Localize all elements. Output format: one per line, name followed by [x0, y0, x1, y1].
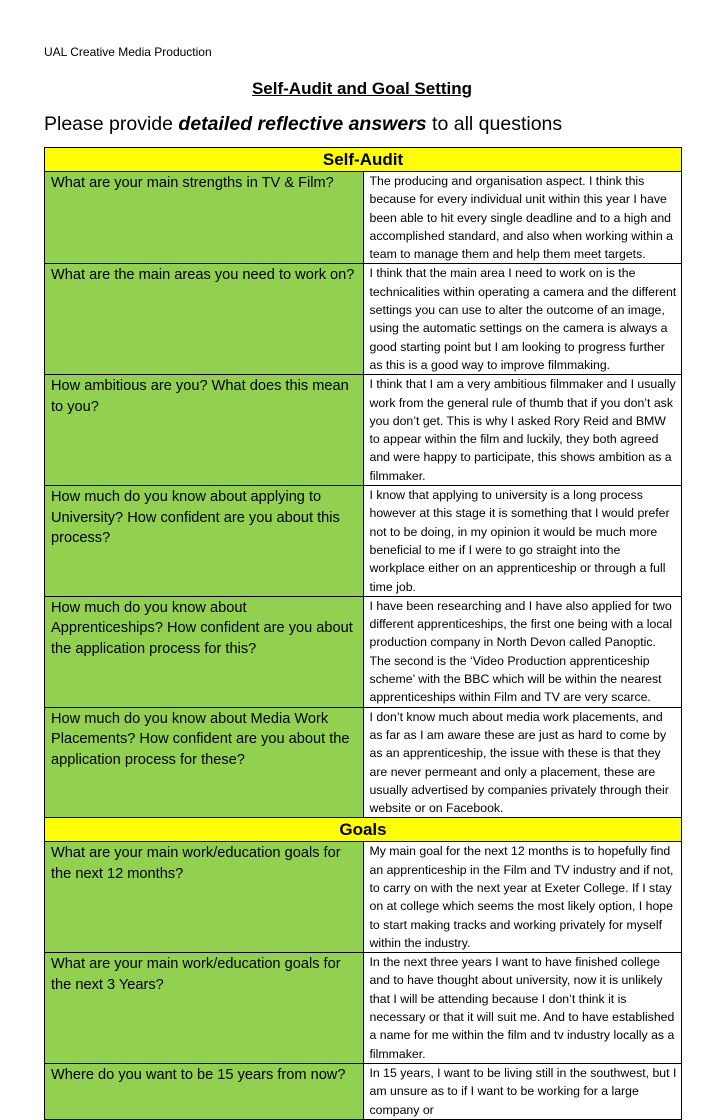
question-cell: Where do you want to be 15 years from now?: [45, 1063, 364, 1119]
table-row: [45, 842, 682, 953]
section-heading-goals: Goals: [45, 818, 682, 842]
answer-cell[interactable]: I know that applying to university is a long process however at this stage it is something that I would prefer not to be doing, in my opinion it would be much more beneficial to me if I were to go straight into the workplace either on an apprenticeship or through a full time job.: [363, 486, 682, 597]
answer-cell[interactable]: In the next three years I want to have finished college and to have thought about university, now it is unlikely that I will be attending because I don’t think it is necessary or that it will suit me. And to have established a name for me within the film and tv industry locally as a filmmaker.: [363, 953, 682, 1064]
question-cell: How ambitious are you? What does this mean to you?: [45, 375, 364, 486]
instruction-suffix: to all questions: [426, 113, 563, 135]
question-cell: How much do you know about applying to University? How confident are you about this process?: [45, 486, 364, 597]
answer-cell[interactable]: I think that the main area I need to work on is the technicalities within operating a camera and the different settings you can use to alter the outcome of an image, using the automatic settings on the camera is always a good starting point but I am looking to progress further as this is a good way to improve filmmaking.: [363, 264, 682, 375]
instruction-line: [44, 113, 562, 136]
page-title: Self-Audit and Goal Setting: [251, 79, 473, 98]
document-header: UAL Creative Media Production: [44, 45, 212, 59]
answer-cell[interactable]: In 15 years, I want to be living still in the southwest, but I am unsure as to if I want to be working for a large company or: [363, 1063, 682, 1119]
question-cell: What are your main work/education goals for the next 3 Years?: [45, 953, 364, 1064]
answer-cell[interactable]: My main goal for the next 12 months is to hopefully find an apprenticeship in the Film and TV industry and if not, to carry on with the next year at Exeter College. If I stay on at college which seems the most likely option, I hope to start making tracks and working privately for myself within the industry.: [363, 842, 682, 953]
table-row: [45, 953, 682, 1064]
table-row: [45, 486, 682, 597]
table-row: [45, 596, 682, 707]
section-header-row: [45, 148, 682, 172]
answer-cell[interactable]: The producing and organisation aspect. I think this because for every individual unit within this year I have been able to hit every single deadline and to a high and accomplished standard, and also when working within a team to manage them and help them meet targets.: [363, 172, 682, 264]
answer-cell[interactable]: I think that I am a very ambitious filmmaker and I usually work from the general rule of thumb that if you don’t ask you don’t get. This is why I asked Rory Reid and BMW to appear within the film and luckily, they both agreed and were happy to participate, this shows ambition as a filmmaker.: [363, 375, 682, 486]
answer-cell[interactable]: I don’t know much about media work placements, and as far as I am aware these are just as hard to come by as an apprenticeship, the issue with these is that they are never permeant and only a placement, these are usually advertised by companies privately through their website or on Facebook.: [363, 707, 682, 818]
question-cell: What are your main strengths in TV & Film?: [45, 172, 364, 264]
table-row: [45, 375, 682, 486]
question-cell: What are the main areas you need to work on?: [45, 264, 364, 375]
self-audit-table: [44, 147, 682, 1120]
table-row: [45, 707, 682, 818]
table-row: [45, 172, 682, 264]
answer-cell[interactable]: I have been researching and I have also applied for two different apprenticeships, the first one being with a local production company in North Devon called Panoptic. The second is the ‘Video Production apprenticeship scheme’ with the BBC which will be within the nearest apprenticeships within Film and TV are very scarce.: [363, 596, 682, 707]
table-row: [45, 1063, 682, 1119]
question-cell: How much do you know about Apprenticeships? How confident are you about the application process for this?: [45, 596, 364, 707]
question-cell: What are your main work/education goals for the next 12 months?: [45, 842, 364, 953]
instruction-emphasis: detailed reflective answers: [178, 113, 427, 135]
section-header-row: [45, 818, 682, 842]
question-cell: How much do you know about Media Work Placements? How confident are you about the application process for these?: [45, 707, 364, 818]
table-row: [45, 264, 682, 375]
instruction-prefix: Please provide: [44, 113, 179, 135]
section-heading-self-audit: Self-Audit: [45, 148, 682, 172]
